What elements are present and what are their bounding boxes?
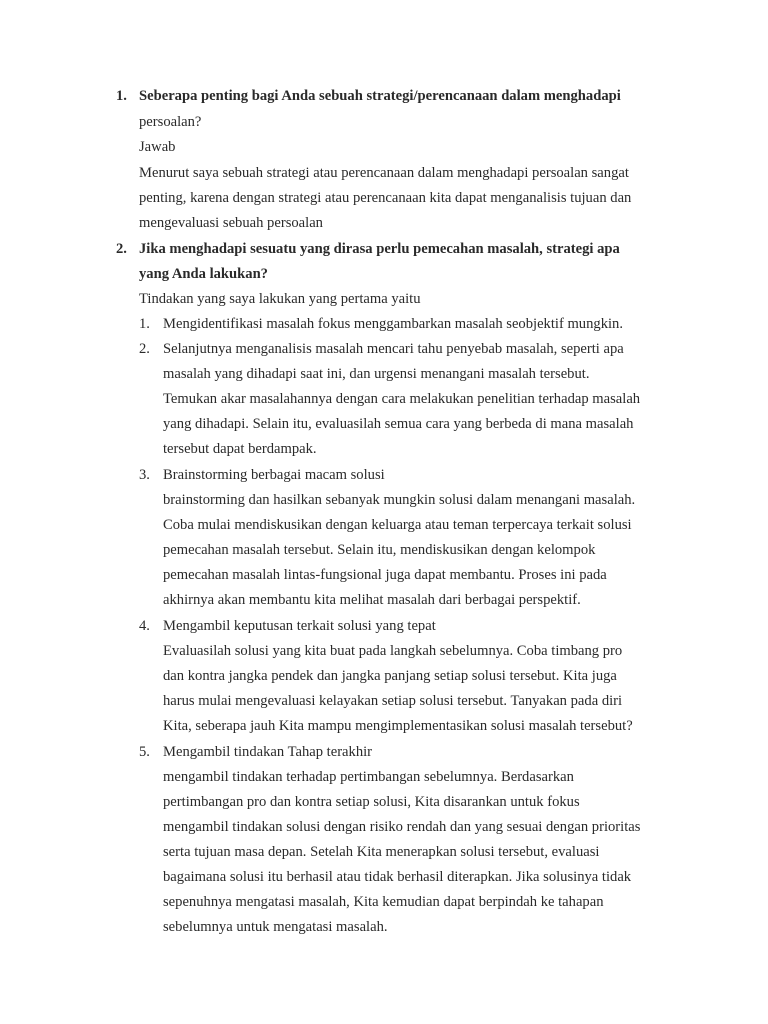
step-line: mengambil tindakan terhadap pertimbangan sebelumnya. Berdasarkan [163,769,574,785]
question-text-tail: persoalan? [139,114,202,130]
answer-label: Jawab [139,139,176,155]
answer-line: Menurut saya sebuah strategi atau perencanaan dalam menghadapi persoalan sangat [139,165,629,181]
step-line: pemecahan masalah tersebut. Selain itu, mendiskusikan dengan kelompok [163,542,596,558]
step-line: bagaimana solusi itu berhasil atau tidak berhasil diterapkan. Jika solusinya tidak [163,869,632,885]
step-line: Evaluasilah solusi yang kita buat pada langkah sebelumnya. Coba timbang pro [163,643,623,659]
answer-line: penting, karena dengan strategi atau perencanaan kita dapat menganalisis tujuan dan [139,190,632,206]
step-number: 4. [139,618,150,634]
step-line: yang dihadapi. Selain itu, evaluasilah semua cara yang berbeda di mana masalah [163,416,634,432]
step-line: sepenuhnya mengatasi masalah, Kita kemudian dapat berpindah ke tahapan [163,894,604,910]
step-line: Coba mulai mendiskusikan dengan keluarga atau teman terpercaya terkait solusi [163,517,632,533]
step-line: Selanjutnya menganalisis masalah mencari tahu penyebab masalah, seperti apa [163,341,624,357]
question-text: Jika menghadapi sesuatu yang dirasa perlu pemecahan masalah, strategi apa [139,241,620,257]
step-number: 3. [139,467,150,483]
step-line: pemecahan masalah lintas-fungsional juga dapat membantu. Proses ini pada [163,567,607,583]
step-number: 2. [139,341,150,357]
step-line: brainstorming dan hasilkan sebanyak mungkin solusi dalam menangani masalah. [163,492,636,508]
step-line: mengambil tindakan solusi dengan risiko rendah dan yang sesuai dengan prioritas [163,819,641,835]
question-number: 2. [116,241,127,257]
step-line: pertimbangan pro dan kontra setiap solusi, Kita disarankan untuk fokus [163,794,580,810]
step-line: dan kontra jangka pendek dan jangka panjang setiap solusi tersebut. Kita juga [163,668,617,684]
answer-intro: Tindakan yang saya lakukan yang pertama yaitu [139,291,421,307]
step-line: Temukan akar masalahannya dengan cara melakukan penelitian terhadap masalah [163,391,641,407]
question-text: yang Anda lakukan? [139,266,268,282]
step-line: harus mulai mengevaluasi kelayakan setiap solusi tersebut. Tanyakan pada diri [163,693,623,709]
step-number: 5. [139,744,150,760]
step-line: Kita, seberapa jauh Kita mampu mengimplementasikan solusi masalah tersebut? [163,718,633,734]
step-line: tersebut dapat berdampak. [163,441,317,457]
step-line: Mengambil keputusan terkait solusi yang tepat [163,618,436,634]
step-number: 1. [139,316,150,332]
step-line: Brainstorming berbagai macam solusi [163,467,385,483]
step-line: serta tujuan masa depan. Setelah Kita menerapkan solusi tersebut, evaluasi [163,844,600,860]
step-line: akhirnya akan membantu kita melihat masalah dari berbagai perspektif. [163,592,581,608]
step-line: Mengambil tindakan Tahap terakhir [163,744,373,760]
question-text: Seberapa penting bagi Anda sebuah strategi/perencanaan dalam menghadapi [139,88,621,104]
question-number: 1. [116,88,127,104]
step-line: Mengidentifikasi masalah fokus menggambarkan masalah seobjektif mungkin. [163,316,623,332]
step-line: sebelumnya untuk mengatasi masalah. [163,919,388,935]
step-line: masalah yang dihadapi saat ini, dan urgensi menangani masalah tersebut. [163,366,590,382]
answer-line: mengevaluasi sebuah persoalan [139,215,323,231]
